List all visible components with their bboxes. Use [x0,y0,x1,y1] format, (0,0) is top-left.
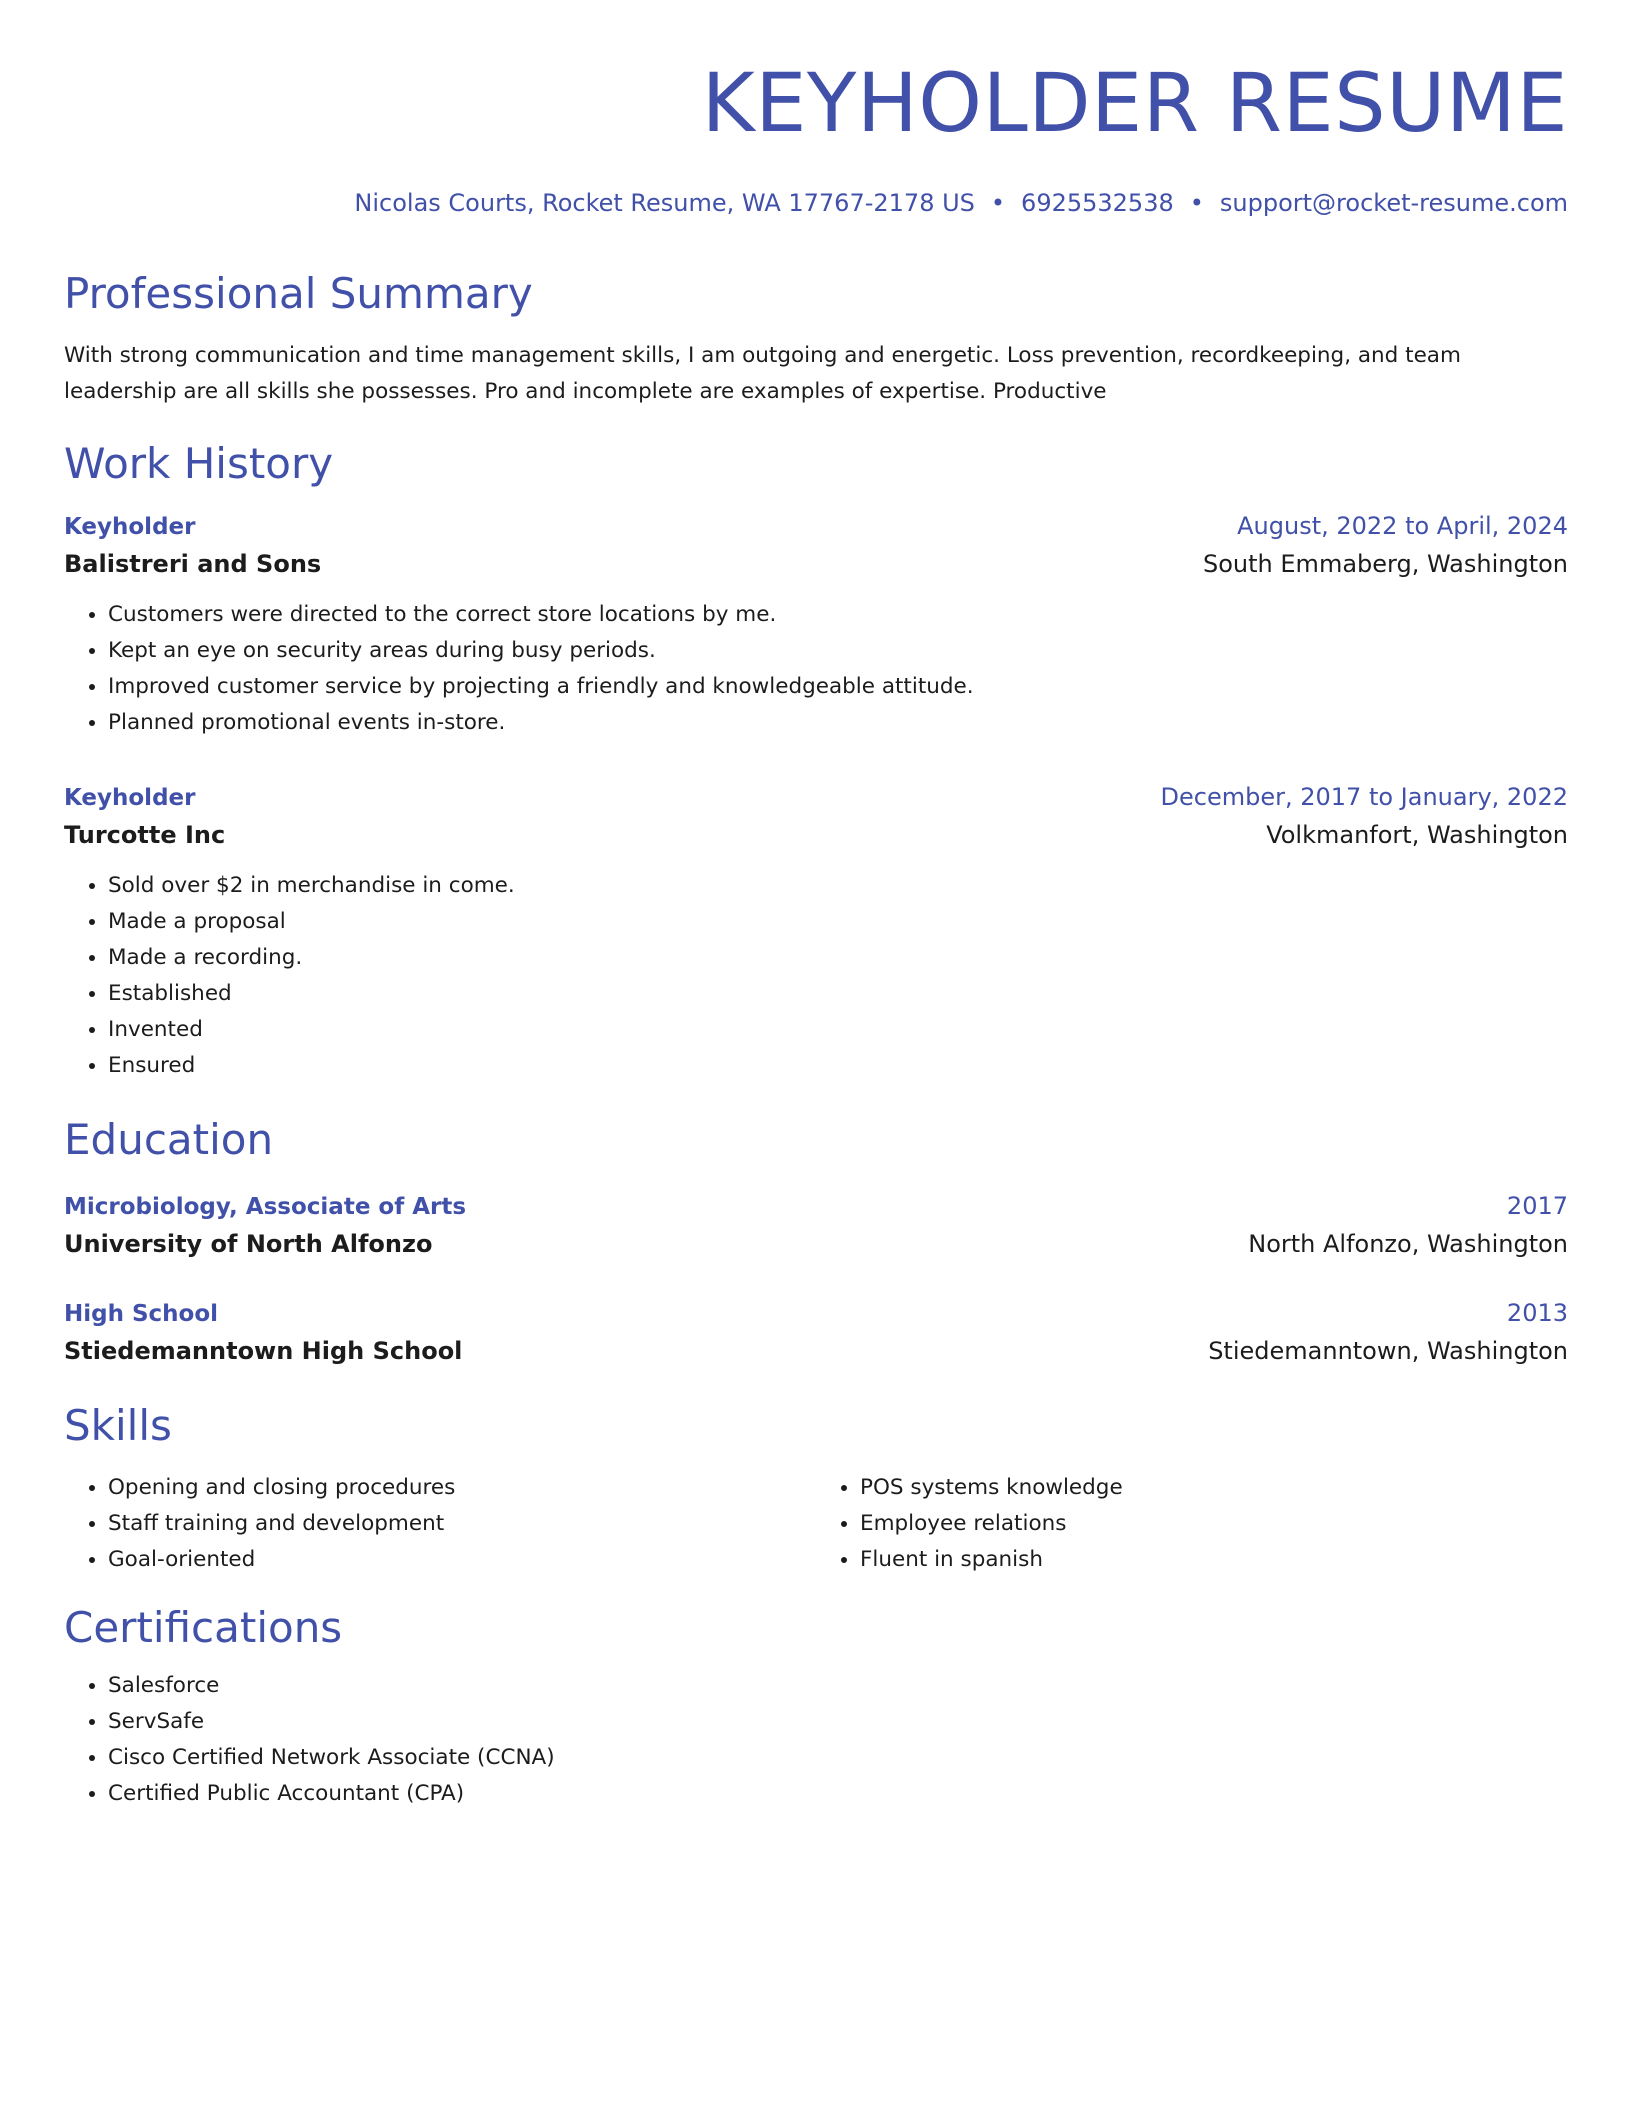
certification-item: • ServSafe [108,1704,1568,1740]
resume-name: KEYHOLDER RESUME [701,57,1568,151]
job-dates: December, 2017 to January, 2022 [1160,783,1568,811]
job-bullet: • Planned promotional events in-store. [108,705,1568,741]
summary-text: With strong communication and time management skills, I am outgoing and energetic. Loss prevention, recordkeeping, and team leadership are all skills she possesses. Pro and incomplete are examples of expertise. Productive [64,343,1461,404]
job-bullet: • Invented [108,1012,1568,1048]
certification-item: • Cisco Certified Network Associate (CCNA) [108,1740,1568,1776]
education-school: University of North Alfonzo [64,1230,433,1258]
job-bullet: • Made a proposal [108,904,1568,940]
education-year: 2013 [1506,1299,1568,1327]
skills-list-right [816,1470,1568,1578]
skill-item: • POS systems knowledge [860,1470,1568,1506]
education-degree: High School [64,1301,219,1327]
education-year: 2017 [1506,1192,1568,1220]
job-entry [64,508,1568,741]
job-bullets [64,597,1568,741]
job-bullet: • Made a recording. [108,940,1568,976]
certifications-heading: Certifications [64,1603,343,1652]
education-degree: Microbiology, Associate of Arts [64,1194,467,1220]
contact-address: Nicolas Courts, Rocket Resume, WA 17767-2178 US [354,189,975,217]
education-heading: Education [64,1115,274,1164]
skill-item: • Employee relations [860,1506,1568,1542]
resume-header [64,58,1568,218]
job-bullet: • Improved customer service by projecting a friendly and knowledgeable attitude. [108,669,1568,705]
education-location: North Alfonzo, Washington [1248,1230,1568,1258]
job-bullet: • Kept an eye on security areas during busy periods. [108,633,1568,669]
summary-heading: Professional Summary [64,269,533,318]
certification-item: • Salesforce [108,1668,1568,1704]
contact-separator: • [990,189,1006,217]
certifications-list [64,1668,1568,1812]
certification-item: • Certified Public Accountant (CPA) [108,1776,1568,1812]
job-bullet: • Established [108,976,1568,1012]
skill-item: • Staff training and development [108,1506,816,1542]
skill-item: • Fluent in spanish [860,1542,1568,1578]
job-dates: August, 2022 to April, 2024 [1237,512,1568,540]
job-role: Keyholder [64,514,196,540]
job-bullets [64,868,1568,1084]
contact-line [64,188,1568,218]
job-bullet: • Customers were directed to the correct store locations by me. [108,597,1568,633]
education-school: Stiedemanntown High School [64,1337,463,1365]
job-location: South Emmaberg, Washington [1203,550,1568,578]
skill-item: • Goal-oriented [108,1542,816,1578]
education-entry [64,1188,1568,1263]
education-entry [64,1295,1568,1370]
skills-list-left [64,1470,816,1578]
skills-heading: Skills [64,1401,172,1450]
education-location: Stiedemanntown, Washington [1208,1337,1568,1365]
job-company: Balistreri and Sons [64,550,322,578]
contact-phone: 6925532538 [1021,189,1174,217]
work-history-heading: Work History [64,439,334,488]
job-company: Turcotte Inc [64,821,226,849]
job-bullet: • Sold over $2 in merchandise in come. [108,868,1568,904]
contact-separator: • [1189,189,1204,217]
contact-email: support@rocket-resume.com [1219,189,1568,217]
skill-item: • Opening and closing procedures [108,1470,816,1506]
job-bullet: • Ensured [108,1048,1568,1084]
skills-grid [64,1460,1568,1578]
job-role: Keyholder [64,785,196,811]
job-location: Volkmanfort, Washington [1266,821,1568,849]
job-entry [64,779,1568,1084]
